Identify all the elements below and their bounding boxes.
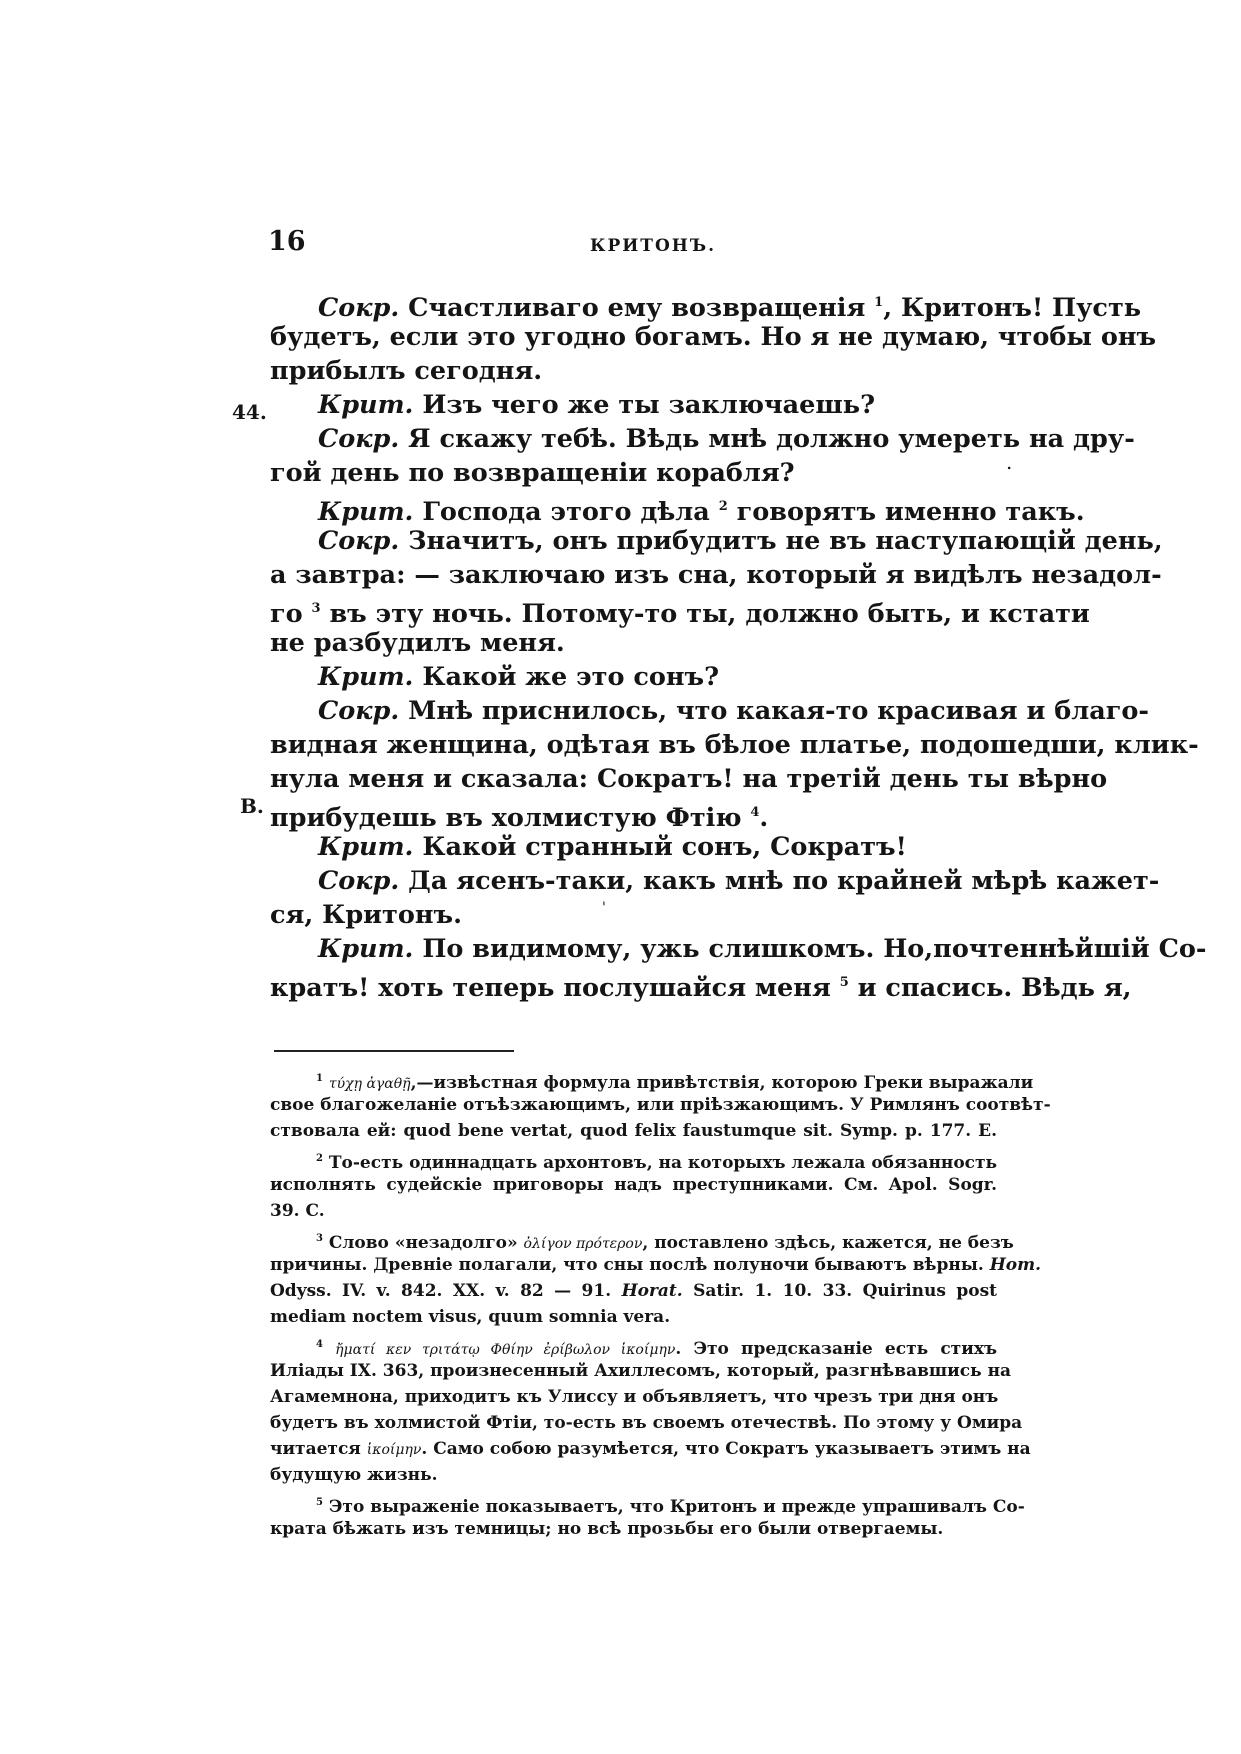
text-line-4 — [270, 388, 997, 422]
footnote-4-line-6: будущую жизнь. — [270, 1465, 438, 1485]
footnote-5-line-2: крата бѣжать изъ темницы; но всѣ прозьбы его были отвергаемы. — [270, 1519, 944, 1539]
margin-note-44: 44. — [232, 400, 267, 424]
footnote-1-line-1 — [270, 1066, 1034, 1093]
footnote-4-line-2: Иліады IX. 363, произнесенный Ахиллесомъ, который, разгнѣвавшись на — [270, 1361, 1012, 1381]
page-number: 16 — [268, 226, 306, 257]
text-line-7 — [270, 490, 1085, 527]
text-run: . Само собою разумѣется, что Сократъ указываетъ этимъ на — [421, 1439, 1031, 1459]
text-run: Да ясенъ-таки, какъ мнѣ по крайней мѣрѣ кажет- — [408, 866, 1160, 896]
text-run: Какой же это сонъ? — [422, 662, 720, 692]
footnote-ref: 5 — [839, 975, 849, 990]
footnote-4-line-5 — [270, 1436, 1031, 1462]
footnote-3-line-1 — [270, 1226, 1014, 1253]
text-run: Значитъ, онъ прибудитъ не въ наступающій день, — [408, 526, 1163, 556]
text-run: причины. Древніе полагали, что сны послѣ полуночи бываютъ вѣрны. — [270, 1255, 984, 1275]
text-run: Odyss. IV. v. 842. XX. v. 82 — 91. — [270, 1281, 612, 1301]
speaker-label: Сокр. — [318, 293, 400, 323]
text-line-8 — [270, 524, 1163, 558]
speaker-label: Крит. — [318, 390, 414, 420]
footnote-1-line-3: ствовала ей: quod bene vertat, quod felix faustumque sit. Symp. p. 177. E. — [270, 1121, 997, 1141]
text-run: То-есть одиннадцать архонтовъ, на которыхъ лежала обязанность — [328, 1153, 998, 1173]
text-run: го — [270, 599, 303, 629]
text-line-19: ся, Критонъ. — [270, 900, 462, 930]
text-run: Изъ чего же ты заключаешь? — [422, 390, 876, 420]
footnote-3-line-3 — [270, 1278, 997, 1304]
text-run: , Критонъ! Пусть — [883, 293, 1142, 323]
text-line-15: нула меня и сказала: Сократъ! на третій день ты вѣрно — [270, 764, 1108, 794]
text-run: прибудешь въ холмистую Фтію — [270, 803, 742, 833]
text-line-18 — [270, 864, 1160, 898]
text-run: Horat. — [621, 1281, 683, 1301]
text-run: Это выраженіе показываетъ, что Критонъ и прежде упрашивалъ Со- — [328, 1497, 1025, 1517]
speaker-label: Крит. — [318, 497, 414, 527]
greek-text: ὀλίγον πρότερον — [523, 1236, 643, 1252]
footnote-4-line-4: будетъ въ холмистой Фтіи, то-есть въ своемъ отечествѣ. По этому у Омира — [270, 1413, 1023, 1433]
footnote-2-line-3: 39. C. — [270, 1201, 325, 1221]
footnote-ref: 1 — [874, 295, 884, 310]
speaker-label: Крит. — [318, 832, 414, 862]
text-line-1 — [270, 286, 1142, 323]
footnote-rule — [274, 1050, 514, 1052]
footnote-ref: 3 — [311, 601, 321, 616]
text-line-3: прибылъ сегодня. — [270, 356, 543, 386]
text-run: читается — [270, 1439, 361, 1459]
text-run: ,—извѣстная формула привѣтствія, которою Греки выражали — [410, 1073, 1034, 1093]
margin-note-b: B. — [240, 794, 264, 818]
footnote-2-line-2: исполнять судейскіе приговоры надъ преступниками. См. Apol. Sogr. — [270, 1175, 997, 1195]
text-line-9: а завтра: — заключаю изъ сна, который я видѣлъ незадол- — [270, 560, 1162, 590]
text-line-5 — [270, 422, 1135, 456]
text-run: кратъ! хоть теперь послушайся меня — [270, 973, 831, 1003]
text-line-6: гой день по возвращеніи корабля? — [270, 458, 795, 488]
running-title: КРИТОНЪ. — [590, 236, 717, 256]
text-run: . Это предсказаніе есть стихъ — [675, 1339, 997, 1359]
speaker-label: Крит. — [318, 662, 414, 692]
stray-mark: ' — [602, 900, 606, 916]
speaker-label: Крит. — [318, 934, 414, 964]
speaker-label: Сокр. — [318, 526, 400, 556]
text-run: . — [759, 803, 769, 833]
text-line-10 — [270, 592, 1090, 629]
footnote-ref: 4 — [750, 805, 760, 820]
text-line-11: не разбудилъ меня. — [270, 628, 565, 658]
footnote-3-line-2 — [270, 1252, 1042, 1278]
footnote-ref: 2 — [718, 499, 728, 514]
text-run: и спасись. Вѣдь я, — [857, 973, 1132, 1003]
footnote-3-line-4: mediam noctem visus, quum somnia vera. — [270, 1307, 671, 1327]
text-line-14: видная женщина, одѣтая въ бѣлое платье, подошедши, клик- — [270, 730, 1199, 760]
stray-dot: . — [1006, 450, 1013, 474]
footnote-number: 2 — [316, 1153, 323, 1164]
text-run: Satir. 1. 10. 33. Quirinus post — [693, 1281, 998, 1301]
footnote-number: 4 — [316, 1339, 323, 1350]
text-run: По видимому, ужь слишкомъ. Но,почтеннѣйшій Со- — [422, 934, 1207, 964]
footnote-2-line-1 — [270, 1146, 997, 1172]
text-line-20 — [270, 932, 1207, 966]
text-line-21 — [270, 966, 1132, 1003]
speaker-label: Сокр. — [318, 696, 400, 726]
footnote-1-line-2: свое благожеланіе отъѣзжающимъ, или пріѣзжающимъ. У Римлянъ соотвѣт- — [270, 1095, 1051, 1115]
text-run: Я скажу тебѣ. Вѣдь мнѣ должно умереть на дру- — [408, 424, 1135, 454]
greek-text: ἱκοίμην — [366, 1442, 422, 1458]
text-line-13 — [270, 694, 1149, 728]
speaker-label: Сокр. — [318, 866, 400, 896]
footnote-4-line-1 — [270, 1332, 997, 1358]
text-run: Какой странный сонъ, Сократъ! — [422, 832, 907, 862]
footnote-5-line-1 — [270, 1490, 1025, 1517]
text-run: въ эту ночь. Потому-то ты, должно быть, и кстати — [329, 599, 1090, 629]
greek-text: ἤματί κεν τριτάτῳ Φθίην ἐρίβωλον ἱκοίμην — [335, 1342, 676, 1358]
text-line-12 — [270, 660, 997, 694]
text-run: говорятъ именно такъ. — [736, 497, 1085, 527]
text-run: , поставлено здѣсь, кажется, не безъ — [642, 1233, 1014, 1253]
footnote-number: 5 — [316, 1497, 323, 1508]
text-run: Господа этого дѣла — [422, 497, 710, 527]
text-run: Hom. — [989, 1255, 1042, 1275]
text-run: Слово «незадолго» — [328, 1233, 518, 1253]
greek-text: τύχῃ ἀγαθῇ — [328, 1076, 411, 1092]
text-line-17 — [270, 830, 997, 864]
speaker-label: Сокр. — [318, 424, 400, 454]
text-run: Мнѣ приснилось, что какая-то красивая и благо- — [408, 696, 1149, 726]
footnote-4-line-3: Агамемнона, приходитъ къ Улиссу и объявляетъ, что чрезъ три дня онъ — [270, 1387, 999, 1407]
footnote-number: 3 — [316, 1233, 323, 1244]
text-line-2: будетъ, если это угодно богамъ. Но я не думаю, чтобы онъ — [270, 322, 1157, 352]
text-line-16 — [270, 796, 997, 833]
footnote-number: 1 — [316, 1073, 323, 1084]
text-run: Счастливаго ему возвращенія — [408, 293, 866, 323]
